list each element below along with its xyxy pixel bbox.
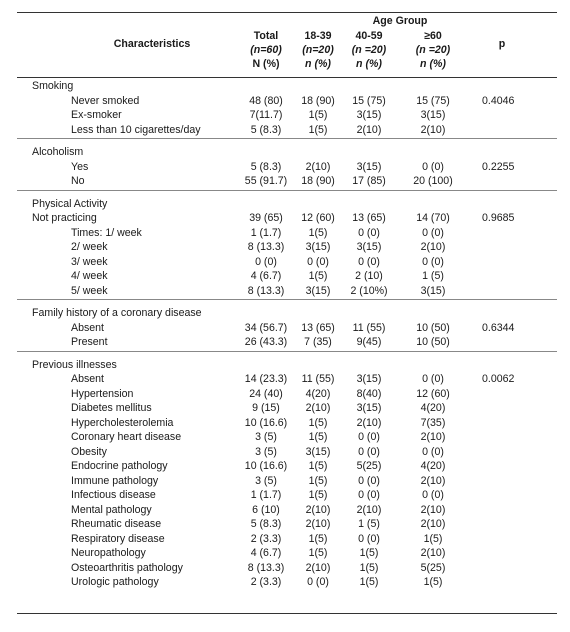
cell-total: 8 (13.3) [247,284,285,297]
top-rule [17,12,557,13]
row-label: Immune pathology [71,474,159,487]
row-label: Rheumatic disease [71,518,162,530]
cell-group-18-39: 1(5) [308,270,328,282]
cell-group-40-59: 8(40) [356,387,382,400]
header-g3-name: ≥60 [424,30,442,42]
cell-total: 3 (5) [255,445,277,458]
cell-group-18-39: 12 (60) [301,212,335,224]
table-row [17,445,557,459]
cell-total: 0 (0) [255,255,277,268]
cell-group-40-59: 1(5) [359,547,379,559]
table-row [17,174,557,188]
cell-group-40-59: 3(15) [356,373,382,385]
header-characteristics: Characteristics [113,38,191,50]
row-label: Absent [71,321,104,334]
row-label: 4/ week [71,270,108,282]
cell-p-value: 0.6344 [482,321,515,334]
cell-group-40-59: 0 (0) [358,431,380,443]
header-age-group: Age Group [372,15,428,27]
cell-group-60-plus: 2(10) [420,518,446,530]
cell-group-60-plus: 0 (0) [422,489,444,501]
cell-group-60-plus: 10 (50) [416,321,450,334]
table-row [17,123,557,137]
row-label: Respiratory disease [71,532,165,545]
row-label: No [71,175,85,187]
cell-group-60-plus: 2(10) [420,123,446,136]
cell-group-40-59: 0 (0) [358,474,380,487]
cell-group-18-39: 3(15) [305,284,331,297]
cell-total: 9 (15) [252,402,280,414]
header-rule [17,77,557,78]
cell-group-18-39: 2(10) [305,402,331,414]
cell-group-60-plus: 20 (100) [413,175,453,187]
row-label: Mental pathology [71,503,152,516]
table-row [17,488,557,502]
cell-group-60-plus: 4(20) [420,402,446,414]
header-p-value: p [498,38,506,50]
cell-group-40-59: 0 (0) [358,226,380,239]
table-row [17,372,557,386]
table-row [17,532,557,546]
section-title [17,79,557,93]
cell-group-60-plus: 2(10) [420,547,446,559]
table-row [17,240,557,254]
cell-total: 3 (5) [255,474,277,487]
table-row [17,387,557,401]
cell-p-value: 0.9685 [482,212,515,224]
row-label: Infectious disease [71,489,156,501]
section-separator [17,190,557,191]
cell-group-40-59: 3(15) [356,402,382,414]
table-row [17,94,557,108]
table-row [17,503,557,517]
row-label: Endocrine pathology [71,460,168,472]
cell-total: 55 (91.7) [244,175,288,187]
cell-total: 1 (1.7) [250,489,282,501]
header-group-18-39 [293,29,343,71]
cell-total: 2 (3.3) [250,532,282,545]
bottom-rule [17,613,557,614]
row-label: 5/ week [71,284,108,297]
cell-total: 10 (16.6) [244,460,288,472]
cell-total: 5 (8.3) [250,518,282,530]
cell-group-40-59: 9(45) [356,336,382,348]
cell-group-60-plus: 1(5) [423,576,443,588]
section-separator [17,138,557,139]
cell-group-40-59: 15 (75) [352,94,386,107]
cell-total: 34 (56.7) [244,321,288,334]
row-label: Yes [71,160,89,173]
row-label: Ex-smoker [71,109,122,121]
cell-total: 6 (10) [252,503,280,516]
cell-group-60-plus: 0 (0) [422,226,444,239]
cell-group-40-59: 1(5) [359,576,379,588]
cell-total: 4 (6.7) [250,547,282,559]
section-separator [17,351,557,352]
cell-group-60-plus: 15 (75) [416,94,450,107]
header-g3-unit: n (%) [420,58,446,70]
cell-total: 48 (80) [249,94,283,107]
table-row [17,160,557,174]
cell-group-60-plus: 2(10) [420,503,446,516]
header-g1-name: 18-39 [304,30,332,42]
cell-group-60-plus: 0 (0) [422,255,444,268]
cell-group-40-59: 2(10) [356,416,382,429]
cell-total: 8 (13.3) [247,561,285,574]
section-title-label: Smoking [32,80,74,92]
cell-total: 5 (8.3) [250,123,282,136]
cell-p-value: 0.2255 [482,160,515,173]
row-label: Osteoarthritis pathology [71,561,183,574]
cell-group-40-59: 0 (0) [358,255,380,268]
row-label: Coronary heart disease [71,431,182,443]
cell-group-40-59: 2 (10) [355,270,383,282]
cell-group-40-59: 2(10) [356,503,382,516]
cell-group-40-59: 1 (5) [358,518,380,530]
table-row [17,517,557,531]
header-total [239,29,293,71]
cell-group-60-plus: 0 (0) [422,445,444,458]
table-row [17,459,557,473]
header-g1-n: (n=20) [302,44,334,56]
table-row [17,211,557,225]
cell-group-60-plus: 1(5) [423,532,443,545]
cell-group-18-39: 1(5) [308,226,328,239]
cell-group-18-39: 3(15) [305,241,331,253]
cell-group-40-59: 11 (55) [352,321,386,334]
table-row [17,284,557,298]
header-total-n: (n=60) [250,44,282,56]
section-title [17,145,557,159]
table-row [17,561,557,575]
table-row [17,430,557,444]
cell-total: 14 (23.3) [244,373,288,385]
cell-group-18-39: 1(5) [308,460,328,472]
section-title-label: Alcoholism [32,146,84,158]
cell-group-18-39: 1(5) [308,416,328,429]
section-title-label: Physical Activity [32,197,108,210]
cell-group-18-39: 0 (0) [307,255,329,268]
header-g2-n: (n =20) [351,44,387,56]
section-title-label: Family history of a coronary disease [32,307,202,319]
section-title [17,197,557,211]
row-label: Present [71,336,108,348]
cell-group-18-39: 1(5) [308,123,328,136]
cell-p-value: 0.0062 [482,373,515,385]
cell-group-18-39: 1(5) [308,109,328,121]
row-label: Neuropathology [71,547,146,559]
cell-group-18-39: 1(5) [308,489,328,501]
header-g2-name: 40-59 [355,30,383,42]
cell-group-40-59: 5(25) [356,460,382,472]
row-label: Not practicing [32,212,97,224]
cell-group-60-plus: 2(10) [420,431,446,443]
cell-total: 1 (1.7) [250,226,282,239]
section-title [17,306,557,320]
cell-total: 24 (40) [249,387,283,400]
header-total-unit: N (%) [252,58,280,70]
cell-total: 2 (3.3) [250,576,282,588]
table-row [17,546,557,560]
row-label: Urologic pathology [71,576,159,588]
cell-group-18-39: 2(10) [305,160,331,173]
cell-group-18-39: 11 (55) [301,373,335,385]
cell-group-60-plus: 5(25) [420,561,446,574]
cell-group-18-39: 2(10) [305,518,331,530]
cell-group-18-39: 1(5) [308,431,328,443]
cell-group-40-59: 0 (0) [358,489,380,501]
cell-group-18-39: 4(20) [305,387,331,400]
row-label: Less than 10 cigarettes/day [71,123,201,136]
cell-group-18-39: 1(5) [308,547,328,559]
cell-group-60-plus: 7(35) [420,416,446,429]
cell-total: 5 (8.3) [250,160,282,173]
row-label: Absent [71,373,104,385]
cell-group-60-plus: 0 (0) [422,373,444,385]
data-table [17,6,557,620]
table-row [17,575,557,589]
row-label: Hypertension [71,387,134,400]
cell-group-40-59: 3(15) [356,160,382,173]
cell-group-18-39: 2(10) [305,561,331,574]
cell-group-40-59: 1(5) [359,561,379,574]
header-g3-n: (n =20) [415,44,451,56]
cell-group-40-59: 13 (65) [352,212,386,224]
cell-total: 8 (13.3) [247,241,285,253]
cell-group-18-39: 2(10) [305,503,331,516]
table-row [17,335,557,349]
cell-group-60-plus: 1 (5) [422,270,444,282]
table-row [17,108,557,122]
cell-group-18-39: 18 (90) [301,94,335,107]
row-label: 3/ week [71,255,108,268]
cell-group-40-59: 0 (0) [358,532,380,545]
cell-group-60-plus: 2(10) [420,474,446,487]
cell-group-18-39: 1(5) [308,532,328,545]
table-row [17,321,557,335]
header-g1-unit: n (%) [305,58,331,70]
table-row [17,474,557,488]
cell-group-40-59: 2 (10%) [350,284,388,297]
cell-group-18-39: 7 (35) [304,336,332,348]
cell-group-40-59: 17 (85) [352,175,386,187]
cell-group-60-plus: 3(15) [420,109,446,121]
cell-group-60-plus: 12 (60) [416,387,450,400]
row-label: Diabetes mellitus [71,402,152,414]
section-title-label: Previous illnesses [32,358,117,371]
cell-group-60-plus: 3(15) [420,284,446,297]
cell-group-60-plus: 4(20) [420,460,446,472]
cell-group-18-39: 18 (90) [301,175,335,187]
cell-group-18-39: 3(15) [305,445,331,458]
cell-p-value: 0.4046 [482,94,515,107]
cell-group-40-59: 0 (0) [358,445,380,458]
section-separator [17,299,557,300]
cell-group-40-59: 3(15) [356,241,382,253]
row-label: Obesity [71,445,107,458]
cell-total: 39 (65) [249,212,283,224]
row-label: Never smoked [71,94,140,107]
table-row [17,255,557,269]
cell-group-40-59: 3(15) [356,109,382,121]
cell-group-18-39: 1(5) [308,474,328,487]
cell-group-60-plus: 10 (50) [416,336,450,348]
row-label: Times: 1/ week [71,226,142,239]
header-group-60-plus [407,29,459,71]
table-row [17,401,557,415]
cell-total: 4 (6.7) [250,270,282,282]
cell-total: 10 (16.6) [244,416,288,429]
cell-group-60-plus: 2(10) [420,241,446,253]
table-row [17,269,557,283]
header-group-40-59 [343,29,395,71]
cell-total: 26 (43.3) [244,336,288,348]
header-g2-unit: n (%) [356,58,382,70]
row-label: 2/ week [71,241,108,253]
section-title [17,358,557,372]
cell-group-18-39: 13 (65) [301,321,335,334]
table-row [17,416,557,430]
cell-group-60-plus: 14 (70) [416,212,450,224]
cell-total: 7(11.7) [249,109,283,121]
row-label: Hypercholesterolemia [71,416,174,429]
cell-group-60-plus: 0 (0) [422,160,444,173]
cell-group-18-39: 0 (0) [307,576,329,588]
cell-group-40-59: 2(10) [356,123,382,136]
cell-total: 3 (5) [255,431,277,443]
table-row [17,226,557,240]
header-total-name: Total [253,30,279,42]
